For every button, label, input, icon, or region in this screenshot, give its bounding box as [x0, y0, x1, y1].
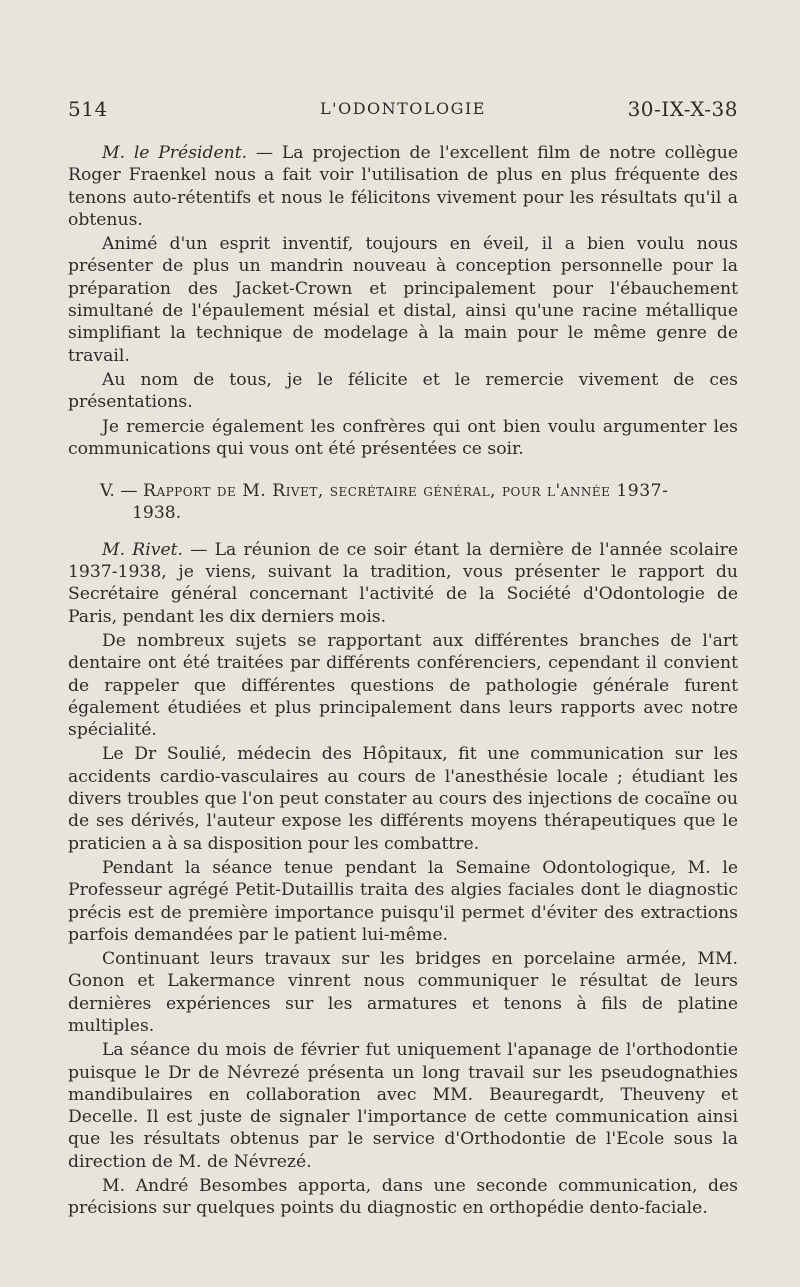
- section-heading: [68, 480, 738, 525]
- paragraph: M. le Président. — La projection de l'excellent film de notre collègue Roger Fraenkel nous a fait voir l'utilisation de plus en plus fréquente des tenons auto-rétentifs et nous le félicitons vivement pour les résultats qu'il a obtenus.: [68, 143, 738, 230]
- journal-title: L'ODONTOLOGIE: [320, 99, 486, 118]
- body-text: [68, 142, 738, 1222]
- section-title-continued: 1938.: [132, 503, 182, 524]
- paragraph: La séance du mois de février fut uniquement l'apanage de l'orthodontie puisque le Dr de Névrezé présenta un long travail sur les pseudognathies mandibulaires en collaboration avec MM. Beauregardt, Theuveny et Decelle. Il est juste de signaler l'importance de cette communication ainsi que les résultats obtenus par le service d'Orthodontie de l'Ecole sous la direction de M. de Névrezé.: [68, 1040, 738, 1172]
- section-number: V. —: [100, 481, 138, 502]
- running-header: [68, 97, 738, 127]
- speaker-lead: M. le Président.: [102, 143, 248, 163]
- paragraph: Le Dr Soulié, médecin des Hôpitaux, fit une communication sur les accidents cardio-vasculaires au cours de l'anesthésie locale ; étudiant les divers troubles que l'on peut constater au cours des injections de cocaïne ou de ses dérivés, l'auteur expose les différents moyens thérapeutiques que le praticien a à sa disposition pour les combattre.: [68, 744, 738, 854]
- speaker-lead: M. Rivet.: [102, 539, 183, 560]
- paragraph: Au nom de tous, je le félicite et le remercie vivement de ces présentations.: [68, 369, 738, 413]
- paragraph: Je remercie également les confrères qui ont bien voulu argumenter les communications qui vous ont été présentées ce soir.: [68, 416, 738, 459]
- paragraph: Animé d'un esprit inventif, toujours en éveil, il a bien voulu nous présenter de plus un mandrin nouveau à conception personnelle pour la préparation des Jacket-Crown et principalement pour l'ébauchement simultané de l'épaulement mésial et distal, ainsi qu'une racine métallique simplifiant la technique de modelage à la main pour le même genre de travail.: [68, 234, 738, 366]
- issue-date: 30-IX-X-38: [627, 97, 738, 121]
- page-number: 514: [68, 97, 108, 121]
- paragraph: De nombreux sujets se rapportant aux différentes branches de l'art dentaire ont été traitées par différents conférenciers, cependant il convient de rappeler que différentes questions de pathologie générale furent également étudiées et plus principalement dans leurs rapports avec notre spécialité.: [68, 630, 738, 741]
- paragraph: M. Rivet. — La réunion de ce soir étant la dernière de l'année scolaire 1937-1938, je viens, suivant la tradition, vous présenter le rapport du Secrétaire général concernant l'activité de la Société d'Odontologie de Paris, pendant les dix derniers mois.: [68, 539, 738, 627]
- paragraph: Continuant leurs travaux sur les bridges en porcelaine armée, MM. Gonon et Lakermance vinrent nous communiquer le résultat de leurs dernières expériences sur les armatures et tenons à fils de platine multiples.: [68, 949, 738, 1036]
- section-title: Rapport de M. Rivet, secrétaire général, pour l'année 1937-: [143, 481, 669, 502]
- paragraph: M. André Besombes apporta, dans une seconde communication, des précisions sur quelques points du diagnostic en orthopédie dento-faciale.: [68, 1176, 738, 1219]
- paragraph: Pendant la séance tenue pendant la Semaine Odontologique, M. le Professeur agrégé Petit-Dutaillis traita des algies faciales dont le diagnostic précis est de première importance puisqu'il permet d'éviter des extractions parfois demandées par le patient lui-même.: [68, 857, 738, 945]
